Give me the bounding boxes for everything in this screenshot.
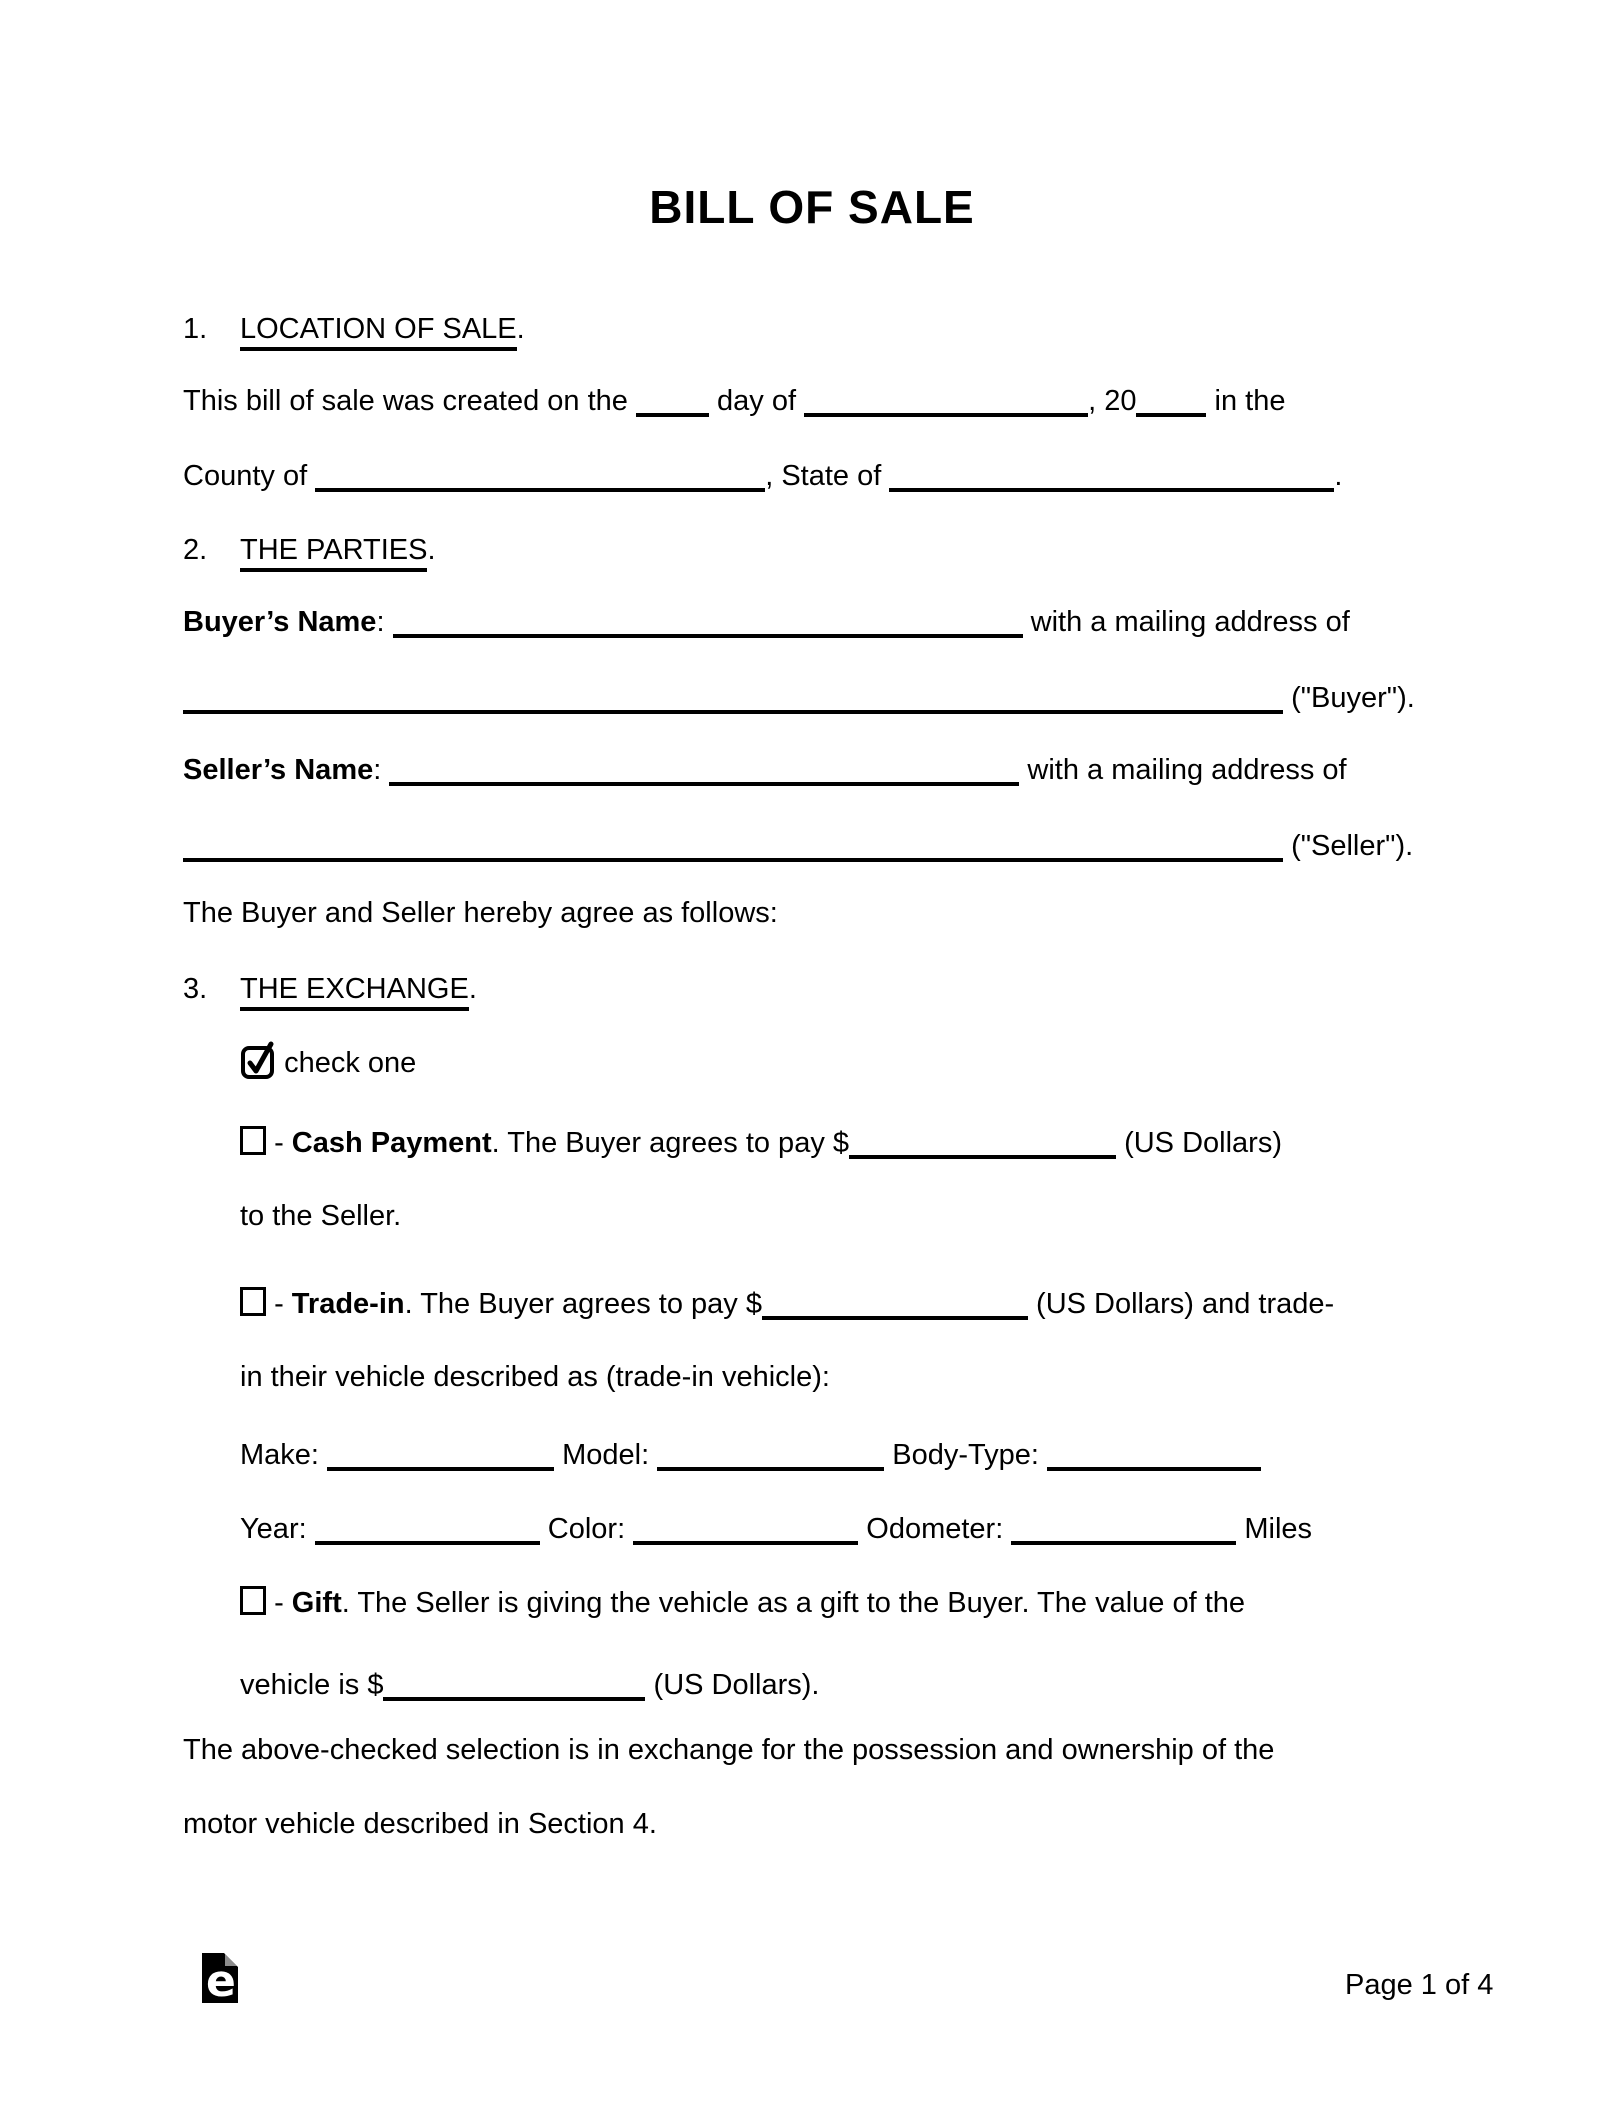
make-label: Make:	[240, 1439, 319, 1471]
gift-line	[240, 1586, 1245, 1621]
cash-text: . The Buyer agrees to pay $	[491, 1127, 850, 1159]
section-1-heading-period: .	[516, 313, 525, 345]
county-line-period: .	[1334, 460, 1343, 492]
odometer-label: Odometer:	[866, 1513, 1004, 1545]
month-field[interactable]	[804, 413, 1088, 417]
make-field[interactable]	[327, 1467, 554, 1471]
check-one-line	[240, 1038, 416, 1089]
cash-payment-line	[240, 1126, 1282, 1161]
day-field[interactable]	[636, 413, 709, 417]
section-3-number: 3.	[183, 973, 208, 1005]
body-type-label: Body-Type:	[892, 1439, 1039, 1471]
cash-continuation-line	[240, 1199, 401, 1234]
state-label: , State of	[765, 460, 882, 492]
section-2-heading-period: .	[427, 534, 436, 566]
seller-address-field[interactable]	[183, 858, 1283, 862]
trade-us-dollars: (US Dollars) and trade-	[1036, 1288, 1335, 1320]
section-2-heading-line	[183, 533, 436, 572]
trade-amount-field[interactable]	[762, 1316, 1028, 1320]
created-text-3: , 20	[1088, 385, 1137, 417]
gift-continuation-text: vehicle is $	[240, 1669, 384, 1701]
trade-text: . The Buyer agrees to pay $	[404, 1288, 762, 1320]
cash-continuation-text: to the Seller.	[240, 1200, 402, 1232]
section-3-heading: THE EXCHANGE	[240, 972, 469, 1011]
closing-line-1	[183, 1733, 1274, 1768]
odometer-field[interactable]	[1011, 1541, 1236, 1545]
buyer-name-field[interactable]	[393, 634, 1023, 638]
page-title: BILL OF SALE	[649, 181, 975, 233]
created-date-line	[183, 384, 1285, 419]
county-state-line	[183, 459, 1342, 494]
trade-continuation-text: in their vehicle described as (trade-in vehicle):	[240, 1361, 830, 1393]
vehicle-line-1	[240, 1438, 1261, 1473]
checkmark-icon	[240, 1038, 276, 1080]
closing-line-2	[183, 1807, 657, 1842]
gift-label: Gift	[291, 1587, 342, 1619]
logo-letter: e	[206, 1956, 236, 2007]
color-field[interactable]	[633, 1541, 858, 1545]
gift-value-field[interactable]	[383, 1697, 645, 1701]
seller-name-field[interactable]	[389, 782, 1019, 786]
year-field[interactable]	[1136, 413, 1206, 417]
year-label: Year:	[240, 1513, 307, 1545]
model-field[interactable]	[657, 1467, 884, 1471]
model-label: Model:	[562, 1439, 650, 1471]
miles-label: Miles	[1244, 1513, 1313, 1545]
seller-mailing-text: with a mailing address of	[1027, 754, 1347, 786]
cash-amount-field[interactable]	[849, 1155, 1116, 1159]
cash-payment-label: Cash Payment	[291, 1127, 492, 1159]
gift-us-dollars: (US Dollars).	[653, 1669, 820, 1701]
seller-name-line	[183, 753, 1347, 788]
agreement-line	[183, 896, 778, 931]
body-type-field[interactable]	[1047, 1467, 1261, 1471]
check-one-label: check one	[284, 1047, 417, 1079]
section-1-heading-line	[183, 312, 525, 351]
county-field[interactable]	[315, 488, 765, 492]
check-one-checkbox[interactable]	[240, 1055, 276, 1087]
seller-paren-text: ("Seller").	[1291, 830, 1414, 862]
cash-us-dollars: (US Dollars)	[1124, 1127, 1282, 1159]
closing-text-2: motor vehicle described in Section 4.	[183, 1808, 657, 1840]
trade-continuation-line	[240, 1360, 830, 1395]
gift-dash: -	[274, 1587, 284, 1619]
gift-text: . The Seller is giving the vehicle as a gift to the Buyer. The value of the	[341, 1587, 1246, 1619]
section-1-heading: LOCATION OF SALE	[240, 312, 517, 351]
agreement-text: The Buyer and Seller hereby agree as follows:	[183, 897, 778, 929]
section-1-number: 1.	[183, 313, 208, 345]
cash-payment-checkbox[interactable]	[240, 1126, 266, 1155]
buyer-mailing-text: with a mailing address of	[1030, 606, 1350, 638]
trade-in-checkbox[interactable]	[240, 1287, 266, 1316]
buyer-name-colon: :	[376, 606, 385, 638]
gift-checkbox[interactable]	[240, 1586, 266, 1615]
buyer-name-line	[183, 605, 1350, 640]
seller-address-line	[183, 829, 1413, 864]
seller-name-colon: :	[373, 754, 382, 786]
buyer-address-line	[183, 681, 1415, 716]
trade-in-line	[240, 1287, 1334, 1322]
color-label: Color:	[547, 1513, 626, 1545]
vehicle-year-field[interactable]	[315, 1541, 540, 1545]
page-number-line	[1345, 1968, 1493, 2003]
trade-dash: -	[274, 1288, 284, 1320]
page-number-label: Page 1 of 4	[1345, 1969, 1494, 2001]
trade-in-label: Trade-in	[291, 1288, 405, 1320]
closing-text-1: The above-checked selection is in exchange for the possession and ownership of the	[183, 1734, 1275, 1766]
eforms-logo-icon	[202, 1953, 238, 2007]
buyer-paren-text: ("Buyer").	[1291, 682, 1415, 714]
state-field[interactable]	[889, 488, 1334, 492]
county-label: County of	[183, 460, 308, 492]
created-text-1: This bill of sale was created on the	[183, 385, 628, 417]
buyer-address-field[interactable]	[183, 710, 1283, 714]
section-3-heading-line	[183, 972, 477, 1011]
vehicle-line-2	[240, 1512, 1312, 1547]
gift-continuation-line	[240, 1668, 820, 1703]
section-2-number: 2.	[183, 534, 208, 566]
folded-corner-cut	[224, 1953, 238, 1967]
created-text-4: in the	[1214, 385, 1286, 417]
seller-name-label: Seller’s Name	[183, 754, 374, 786]
section-2-heading: THE PARTIES	[240, 533, 427, 572]
section-3-heading-period: .	[468, 973, 477, 1005]
created-text-2: day of	[717, 385, 797, 417]
buyer-name-label: Buyer’s Name	[183, 606, 377, 638]
cash-dash: -	[274, 1127, 284, 1159]
